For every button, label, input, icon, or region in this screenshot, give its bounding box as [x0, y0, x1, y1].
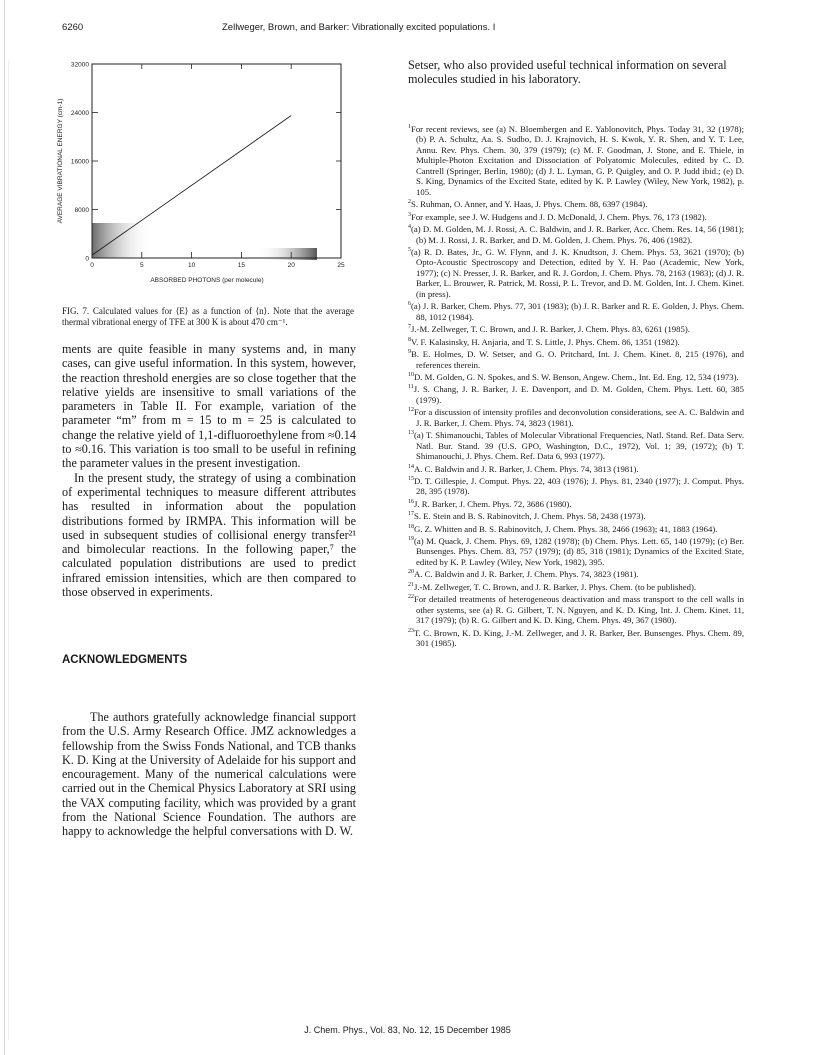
reference-number: 5 — [408, 247, 411, 254]
reference-text: (a) T. Shimanouchi, Tables of Molecular Vibrational Frequencies, Natl. Stand. Ref. Data Serv. Natl. Bur. Stand. 39 (U.S. GPO, Washington, D.C., 1972), Vol. 1; 39, (1972); (b) T. Shimanouchi, J. Phys. Chem. Ref. Data 6, 993 (1977). — [414, 430, 744, 462]
reference-item — [408, 567, 744, 579]
acknowledgments-text: The authors gratefully acknowledge financial support from the U.S. Army Research Office. JMZ acknowledges a fellowship from the Swiss Fonds National, and TCB thanks K. D. King at the University of Adelaide for his support and encouragement. Many of the numerical calculations were carried out in the Chemical Physics Laboratory at SRI using the VAX computing facility, which was provided by a grant from the National Science Foundation. The authors are happy to acknowledge the helpful conversations with D. W. — [62, 710, 356, 839]
reference-item — [408, 462, 744, 474]
reference-number: 9 — [408, 349, 411, 356]
reference-number: 18 — [408, 523, 414, 530]
reference-item — [408, 405, 744, 428]
x-tick-label: 20 — [287, 262, 295, 269]
scan-shading — [92, 223, 152, 258]
reference-item — [408, 210, 744, 222]
y-tick-label: 24000 — [70, 110, 89, 117]
reference-text: For recent reviews, see (a) N. Bloembergen and E. Yablonovitch, Phys. Today 31, 32 (1978); (b) P. A. Schultz, Aa. S. Sudbo, D. J. Krajnovich, H. S. Kwok, Y. R. Shen, and Y. T. Lee, Annu. Rev. Phys. Chem. 30, 379 (1979); (c) M. F. Goodman, J. Stone, and E. Thiele, in Multiple-Photon Excitation and Dissociation of Polyatomic Molecules, edited by C. D. Cantrell (Springer, Berlin, 1980); (d) J. L. Lyman, G. P. Quigley, and O. P. Judd ibid.; (e) D. S. King, Dynamics of the Excited State, edited by K. P. Lawley (Wiley, New York, 1982), p. 105. — [411, 123, 744, 197]
figure-7 — [52, 58, 352, 288]
reference-item — [408, 522, 744, 534]
right-column-continuation: Setser, who also provided useful technical information on several molecules studied in his laboratory. — [408, 58, 727, 87]
running-head: Zellweger, Brown, and Barker: Vibrationally excited populations. I — [222, 22, 496, 33]
reference-text: For detailed treatments of heterogeneous deactivation and mass transport to the cell walls in other systems, see (a) R. G. Gilbert, T. N. Nguyen, and K. D. King, Int. J. Chem. Kinet. 11, 317 (1979); (b) R. G. Gilbert and K. D. King, Chem. Phys. 49, 367 (1980). — [414, 594, 744, 626]
reference-item — [408, 245, 744, 299]
body-paragraph: In the present study, the strategy of using a combination of experimental techniques to measure different attributes has resulted in information about the population distributions formed by IRMPA. This information will be used in subsequent studies of collisional energy transfer²¹ and bimolecular reactions. In the following paper,⁷ the calculated population distributions are used to predict infrared emission intensities, which are then compared to those observed in experiments. — [62, 470, 356, 600]
reference-text: A. C. Baldwin and J. R. Barker, J. Chem. Phys. 74, 3823 (1981). — [414, 569, 639, 580]
reference-number: 14 — [408, 463, 414, 470]
reference-item — [408, 222, 744, 245]
reference-text: J. S. Chang, J. R. Barker, J. E. Davenport, and D. M. Golden, Chem. Phys. Lett. 60, 385 (1979). — [413, 384, 744, 405]
x-tick-label: 15 — [237, 262, 246, 269]
reference-number: 2 — [408, 199, 411, 206]
reference-text: (a) J. R. Barker, Chem. Phys. 77, 301 (1983); (b) J. R. Barker and R. E. Golden, J. Phys. Chem. 88, 1012 (1984). — [411, 301, 744, 322]
body-paragraph: ments are quite feasible in many systems and, in many cases, can give useful information. In this system, however, the reaction threshold energies are so close together that the relative yields are insensitive to small variations of the parameters in Table II. For example, variation of the parameter “m” from m = 15 to m = 25 is calculated to change the relative yield of 1,1-difluoroethylene from ≈0.14 to ≈0.16. This variation is too small to be useful in refining the parameter values in the present investigation. — [62, 342, 356, 471]
reference-text: S. Ruhman, O. Anner, and Y. Haas, J. Phys. Chem. 88, 6397 (1984). — [411, 199, 648, 210]
y-tick-label: 0 — [85, 255, 89, 263]
reference-item — [408, 347, 744, 370]
reference-number: 17 — [408, 511, 414, 518]
reference-text: J.-M. Zellweger, T. C. Brown, and J. R. Barker, J. Chem. Phys. 83, 6261 (1985). — [411, 324, 690, 335]
reference-number: 8 — [408, 336, 411, 343]
y-tick-label: 8000 — [74, 207, 89, 214]
reference-item — [408, 592, 744, 625]
reference-number: 10 — [408, 372, 414, 379]
figure-caption: FIG. 7. Calculated values for ⟨E⟩ as a function of ⟨n⟩. Note that the average thermal vibrational energy of TFE at 300 K is about 470 cm⁻¹. — [62, 306, 354, 327]
reference-text: G. Z. Whitten and B. S. Rabinovitch, J. Chem. Phys. 38, 2466 (1963); 41, 1883 (1964). — [414, 523, 718, 534]
series-line — [92, 116, 291, 256]
reference-item — [408, 474, 744, 497]
reference-item — [408, 370, 744, 382]
x-axis-label: ABSORBED PHOTONS (per molecule) — [150, 277, 264, 284]
x-tick-label: 10 — [187, 262, 196, 269]
reference-item — [408, 382, 744, 405]
reference-text: (a) M. Quack, J. Chem. Phys. 69, 1282 (1978); (b) Chem. Phys. Lett. 65, 140 (1979); (c) Ber. Bunsenges. Phys. Chem. 83, 757 (1979); (d) 85, 318 (1981); Dynamics of the Excited State, edited by K. P. Lawley (Wiley, New York, 1982), 395. — [414, 535, 744, 567]
reference-text: For example, see J. W. Hudgens and J. D. McDonald, J. Chem. Phys. 76, 173 (1982). — [411, 211, 707, 222]
page-footer: J. Chem. Phys., Vol. 83, No. 12, 15 December 1985 — [304, 1025, 511, 1035]
reference-number: 6 — [408, 301, 411, 308]
reference-item — [408, 299, 744, 322]
reference-text: B. E. Holmes, D. W. Setser, and G. O. Pritchard, Int. J. Chem. Kinet. 8, 215 (1976), and references therein. — [411, 349, 744, 370]
reference-text: J.-M. Zellweger, T. C. Brown, and J. R. Barker, J. Phys. Chem. (to be published). — [414, 581, 697, 592]
reference-text: D. M. Golden, G. N. Spokes, and S. W. Benson, Angew. Chem., Int. Ed. Eng. 12, 534 (1973). — [414, 371, 739, 382]
reference-number: 13 — [408, 430, 414, 437]
reference-number: 12 — [408, 407, 414, 414]
reference-text: A. C. Baldwin and J. R. Barker, J. Chem. Phys. 74, 3813 (1981). — [414, 463, 639, 474]
page-number: 6260 — [62, 22, 84, 33]
reference-item — [408, 335, 744, 347]
reference-text: For a discussion of intensity profiles and deconvolution considerations, see A. C. Baldwin and J. R. Barker, J. Chem. Phys. 74, 3823 (1981). — [414, 407, 744, 428]
reference-text: T. C. Brown, K. D. King, J.-M. Zellweger, and J. R. Barker, Ber. Bunsenges. Phys. Chem. 89, 301 (1985). — [414, 627, 744, 648]
scan-margin-line — [4, 0, 5, 1055]
reference-item — [408, 580, 744, 592]
x-tick-label: 0 — [90, 262, 94, 269]
reference-number: 21 — [408, 581, 414, 588]
reference-item — [408, 197, 744, 209]
reference-item — [408, 626, 744, 649]
reference-number: 20 — [408, 569, 414, 576]
energy-vs-photons-chart — [52, 58, 352, 288]
y-axis-label: AVERAGE VIBRATIONAL ENERGY (cm-1) — [57, 98, 64, 224]
acknowledgments-heading: ACKNOWLEDGMENTS — [62, 654, 188, 666]
reference-number: 3 — [408, 211, 411, 218]
reference-text: D. T. Gillespie, J. Comput. Phys. 22, 403 (1976); J. Phys. 81, 2340 (1977); J. Comput. Phys. 28, 395 (1978). — [414, 475, 744, 497]
reference-number: 15 — [408, 475, 414, 482]
reference-item — [408, 534, 744, 567]
scan-margin-line — [8, 60, 9, 1040]
x-tick-label: 5 — [139, 262, 144, 269]
x-tick-label: 25 — [337, 262, 345, 269]
reference-text: J. R. Barker, J. Chem. Phys. 72, 3686 (1980). — [414, 498, 572, 509]
reference-number: 1 — [408, 124, 411, 130]
y-tick-label: 16000 — [70, 158, 89, 166]
reference-text: V. F. Kalasinsky, H. Anjaria, and T. S. Little, J. Phys. Chem. 86, 1351 (1982). — [411, 336, 680, 347]
reference-number: 19 — [408, 536, 414, 543]
reference-item — [408, 428, 744, 461]
reference-number: 4 — [408, 224, 411, 231]
reference-item — [408, 122, 744, 197]
y-tick-label: 32000 — [70, 61, 89, 69]
reference-text: (a) D. M. Golden, M. J. Rossi, A. C. Baldwin, and J. R. Barker, Acc. Chem. Res. 14, 56 (1981); (b) M. J. Rossi, J. R. Barker, and D. M. Golden, J. Chem. Phys. 76, 406 (1982). — [411, 224, 744, 245]
reference-text: S. E. Stein and B. S. Rabinovitch, J. Chem. Phys. 58, 2438 (1973). — [414, 511, 646, 522]
reference-number: 7 — [408, 324, 411, 331]
left-column-text — [62, 342, 356, 599]
reference-number: 23 — [408, 627, 414, 634]
reference-number: 22 — [408, 594, 414, 601]
reference-number: 16 — [408, 498, 414, 505]
reference-item — [408, 322, 744, 334]
reference-item — [408, 509, 744, 521]
references-list — [408, 122, 744, 648]
reference-text: (a) R. D. Bates, Jr., G. W. Flynn, and J. K. Knudtson, J. Chem. Phys. 53, 3621 (1970); (b) Opto-Acoustic Spectroscopy and Detection, edited by Y. H. Pao (Academic, New York, 1977); (c) N. Presser, J. R. Barker, and R. J. Gordon, J. Chem. Phys. 78, 2163 (1983); (d) J. R. Barker, L. Brouwer, R. Patrick, M. Rossi, P. L. Trevor, and D. M. Golden, Int. J. Chem. Kinet. (in press). — [411, 246, 744, 299]
reference-number: 11 — [408, 384, 414, 391]
reference-item — [408, 497, 744, 509]
